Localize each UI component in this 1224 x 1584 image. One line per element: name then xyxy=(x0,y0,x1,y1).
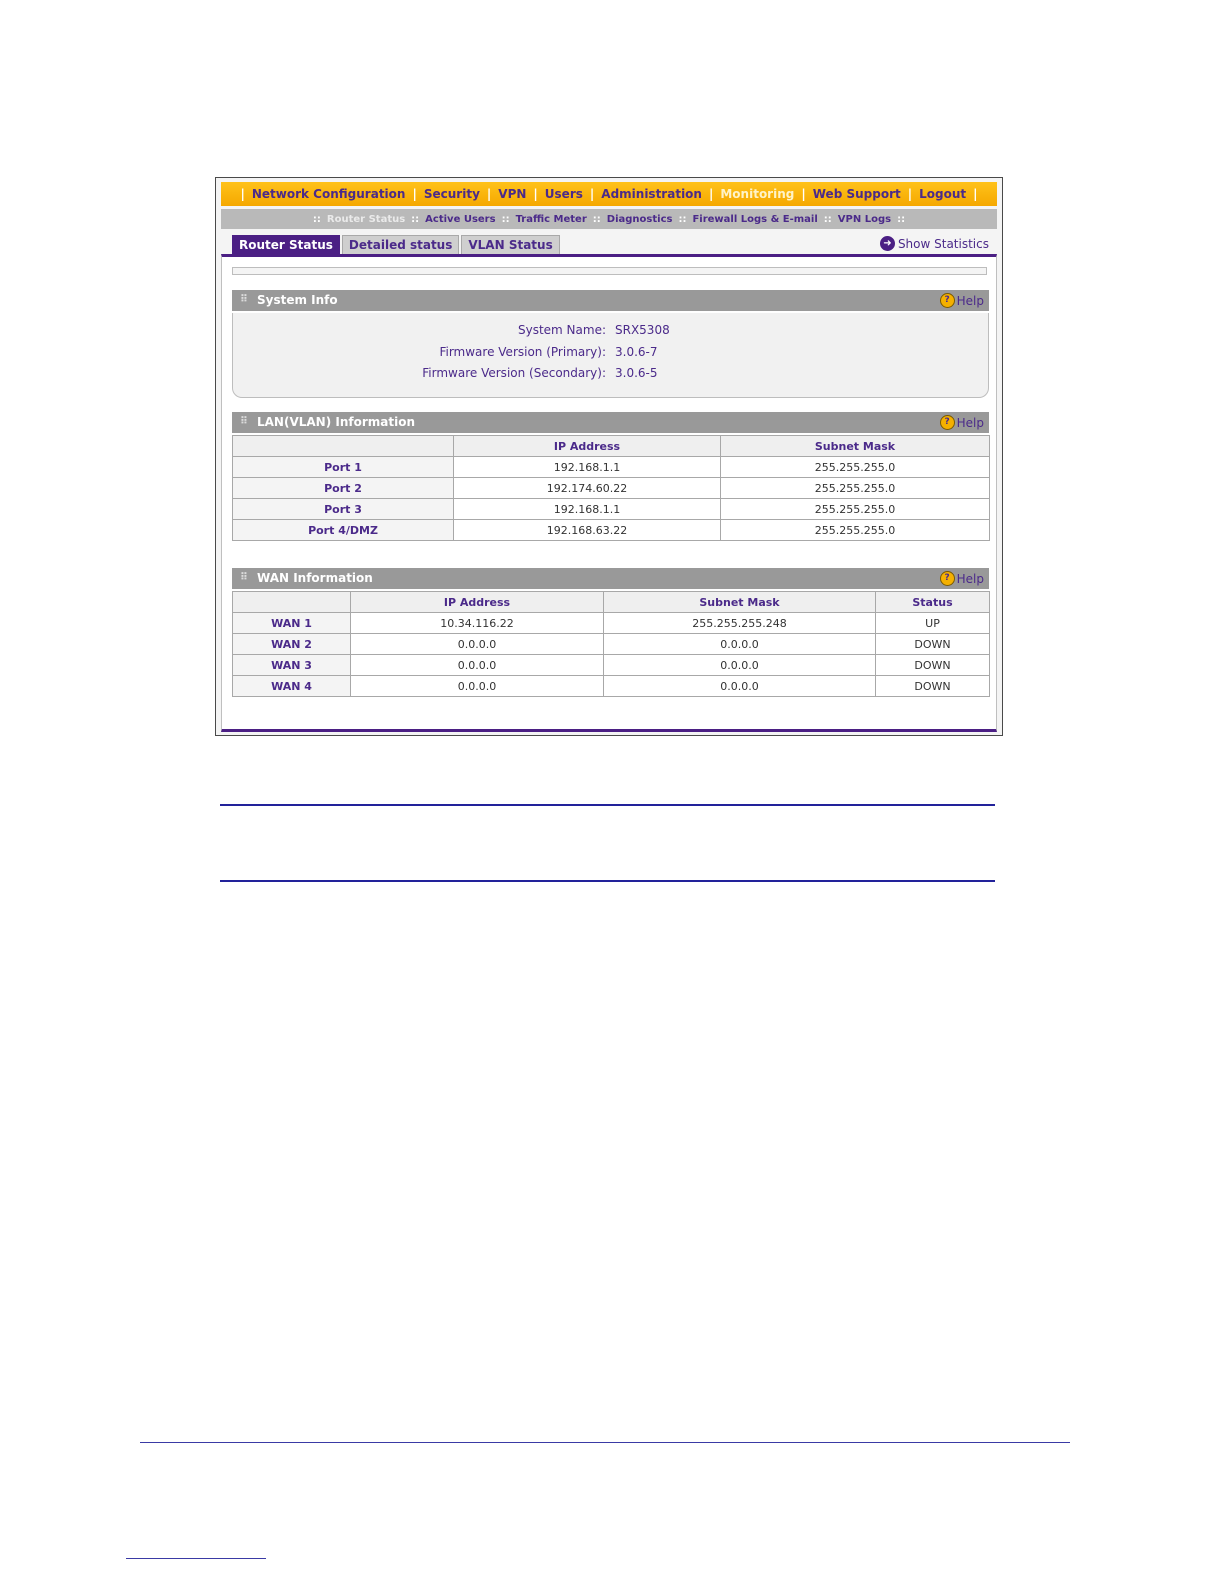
help-icon: ? xyxy=(940,293,955,308)
content-panel xyxy=(221,254,997,732)
tab-detailed-status[interactable]: Detailed status xyxy=(342,235,459,254)
lan-info-help[interactable] xyxy=(940,415,984,430)
ip-address-cell: 0.0.0.0 xyxy=(351,676,604,697)
main-menu xyxy=(221,182,997,206)
lan-info-title: LAN(VLAN) Information xyxy=(257,415,416,429)
separator: | xyxy=(973,187,978,201)
status-tabs xyxy=(232,235,560,254)
grip-icon: ⠿ xyxy=(240,416,248,427)
row-label: WAN 4 xyxy=(233,676,351,697)
table-row xyxy=(233,478,990,499)
table-row xyxy=(233,520,990,541)
menu-item-monitoring[interactable]: Monitoring xyxy=(720,187,795,201)
divider-line xyxy=(220,880,995,882)
message-bar xyxy=(232,267,987,275)
subnet-mask-cell: 0.0.0.0 xyxy=(604,634,876,655)
table-row xyxy=(233,613,990,634)
monitoring-submenu xyxy=(221,209,997,229)
status-cell: DOWN xyxy=(876,634,990,655)
help-icon: ? xyxy=(940,571,955,586)
wan-info-header xyxy=(232,568,989,589)
menu-item-vpn[interactable]: VPN xyxy=(498,187,527,201)
wan-table xyxy=(232,591,990,697)
submenu-item-vpn-logs[interactable]: VPN Logs xyxy=(837,213,892,225)
lan-table xyxy=(232,435,990,541)
fw-secondary-label: Firmware Version (Secondary): xyxy=(422,366,606,380)
help-icon: ? xyxy=(940,415,955,430)
show-statistics-label: Show Statistics xyxy=(897,236,989,251)
tab-vlan-status[interactable]: VLAN Status xyxy=(461,235,559,254)
separator: | xyxy=(907,187,913,201)
system-info-title: System Info xyxy=(257,293,338,307)
separator: :: xyxy=(411,213,420,225)
separator: :: xyxy=(897,213,906,225)
menu-item-users[interactable]: Users xyxy=(544,187,583,201)
table-row xyxy=(233,499,990,520)
table-header-row xyxy=(233,436,990,457)
system-name-value: SRX5308 xyxy=(615,323,670,337)
ip-address-cell: 10.34.116.22 xyxy=(351,613,604,634)
separator: :: xyxy=(312,213,321,225)
separator: | xyxy=(533,187,538,201)
separator: | xyxy=(708,187,714,201)
wan-info-title: WAN Information xyxy=(257,571,373,585)
column-header: Subnet Mask xyxy=(604,592,876,613)
tab-router-status[interactable]: Router Status xyxy=(232,235,340,254)
menu-item-logout[interactable]: Logout xyxy=(919,187,967,201)
column-header: IP Address xyxy=(454,436,721,457)
router-admin-window xyxy=(215,177,1003,736)
separator: | xyxy=(412,187,417,201)
separator: | xyxy=(589,187,595,201)
separator: :: xyxy=(501,213,510,225)
submenu-item-active-users[interactable]: Active Users xyxy=(425,213,496,225)
status-cell: UP xyxy=(876,613,990,634)
ip-address-cell: 192.168.1.1 xyxy=(454,457,721,478)
menu-item-administration[interactable]: Administration xyxy=(601,187,702,201)
row-label: WAN 1 xyxy=(233,613,351,634)
subnet-mask-cell: 255.255.255.0 xyxy=(721,520,990,541)
status-cell: DOWN xyxy=(876,655,990,676)
submenu-item-diagnostics[interactable]: Diagnostics xyxy=(606,213,673,225)
column-header: Subnet Mask xyxy=(721,436,990,457)
system-info-header xyxy=(232,290,989,311)
subnet-mask-cell: 0.0.0.0 xyxy=(604,655,876,676)
ip-address-cell: 0.0.0.0 xyxy=(351,634,604,655)
status-cell: DOWN xyxy=(876,676,990,697)
divider-line xyxy=(220,804,995,806)
system-info-help[interactable] xyxy=(940,293,984,308)
system-name-label: System Name: xyxy=(517,323,606,337)
subnet-mask-cell: 255.255.255.0 xyxy=(721,457,990,478)
row-label: Port 1 xyxy=(233,457,454,478)
wan-info-help[interactable] xyxy=(940,571,984,586)
separator: :: xyxy=(592,213,601,225)
arrow-right-icon: ➜ xyxy=(880,236,895,251)
footer-line xyxy=(140,1442,1070,1443)
help-label: Help xyxy=(956,571,984,586)
column-header: Status xyxy=(876,592,990,613)
row-label: WAN 3 xyxy=(233,655,351,676)
ip-address-cell: 0.0.0.0 xyxy=(351,655,604,676)
fw-primary-value: 3.0.6-7 xyxy=(615,345,658,359)
column-header xyxy=(233,592,351,613)
submenu-item-router-status[interactable]: Router Status xyxy=(326,213,406,225)
separator: :: xyxy=(823,213,832,225)
system-info-panel xyxy=(232,313,989,398)
table-row xyxy=(233,457,990,478)
separator: | xyxy=(801,187,806,201)
row-label: Port 2 xyxy=(233,478,454,499)
ip-address-cell: 192.168.63.22 xyxy=(454,520,721,541)
table-row xyxy=(233,655,990,676)
row-label: Port 4/DMZ xyxy=(233,520,454,541)
subnet-mask-cell: 255.255.255.248 xyxy=(604,613,876,634)
grip-icon: ⠿ xyxy=(240,294,248,305)
submenu-item-traffic-meter[interactable]: Traffic Meter xyxy=(515,213,587,225)
separator: | xyxy=(486,187,492,201)
row-label: WAN 2 xyxy=(233,634,351,655)
show-statistics-link[interactable] xyxy=(880,236,989,251)
footer-link-underline xyxy=(126,1558,266,1559)
submenu-item-firewall-logs-e-mail[interactable]: Firewall Logs & E-mail xyxy=(692,213,818,225)
table-header-row xyxy=(233,592,990,613)
column-header: IP Address xyxy=(351,592,604,613)
grip-icon: ⠿ xyxy=(240,572,248,583)
separator: | xyxy=(240,187,245,201)
row-label: Port 3 xyxy=(233,499,454,520)
subnet-mask-cell: 255.255.255.0 xyxy=(721,499,990,520)
table-row xyxy=(233,676,990,697)
separator: :: xyxy=(678,213,687,225)
help-label: Help xyxy=(956,415,984,430)
fw-primary-label: Firmware Version (Primary): xyxy=(439,345,606,359)
subnet-mask-cell: 0.0.0.0 xyxy=(604,676,876,697)
menu-item-network-configuration[interactable]: Network Configuration xyxy=(251,187,406,201)
subnet-mask-cell: 255.255.255.0 xyxy=(721,478,990,499)
ip-address-cell: 192.174.60.22 xyxy=(454,478,721,499)
menu-item-security[interactable]: Security xyxy=(423,187,480,201)
lan-info-header xyxy=(232,412,989,433)
menu-item-web-support[interactable]: Web Support xyxy=(812,187,901,201)
help-label: Help xyxy=(956,293,984,308)
table-row xyxy=(233,634,990,655)
column-header xyxy=(233,436,454,457)
fw-secondary-value: 3.0.6-5 xyxy=(615,366,658,380)
ip-address-cell: 192.168.1.1 xyxy=(454,499,721,520)
